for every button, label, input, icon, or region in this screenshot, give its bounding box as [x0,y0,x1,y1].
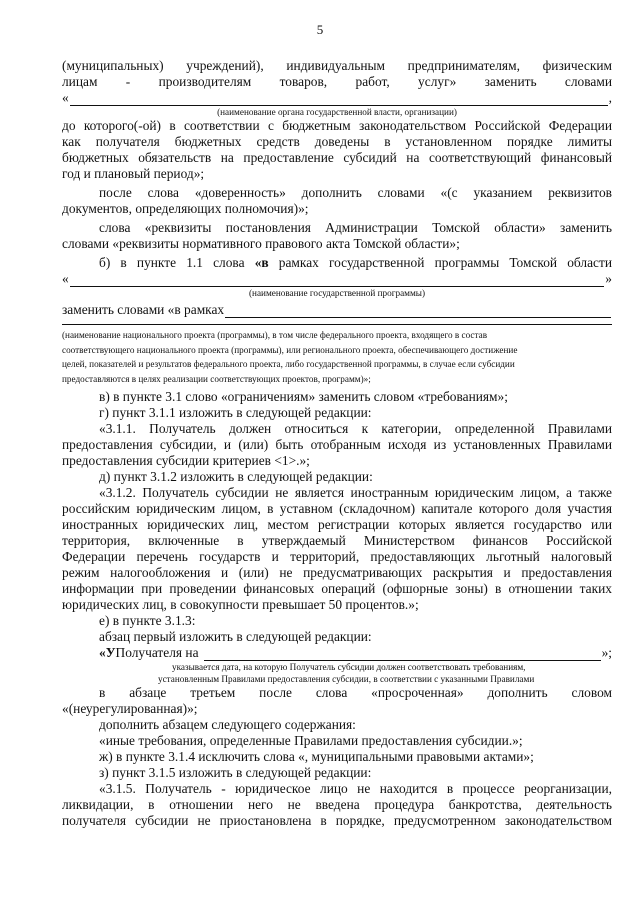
text-line: после слова «доверенность» дополнить словами «(с указанием реквизитов [99,185,612,200]
fill-in-line: « » [62,271,612,286]
text-line: слова «реквизиты постановления Администрации Томской области» заменить [99,220,612,235]
divider [62,324,612,325]
text-line: в) в пункте 3.1 слово «ограничениям» заменить словом «требованиям»; [99,389,508,404]
text-line: получателя субсидии не приостановлена в порядке, предусмотренном законодательством [62,813,612,828]
text-line: документов, определяющих полномочия)»; [62,201,309,216]
text-line: до которого(-ой) в соответствии с бюджетным законодательством Российской Федерации [62,118,612,133]
text-line: «иные требования, определенные Правилами предоставления субсидии.»; [99,733,523,748]
text-line: (муниципальных) учреждений), индивидуальным предпринимателям, физическим [62,58,612,73]
text-line: год и плановый период»; [62,166,205,181]
text-line: Федерации перечень государств и территорий, предоставляющих льготный налоговый [62,549,612,564]
blank-underline [204,649,601,661]
note-line: соответствующего национального проекта (программы), или регионального проекта, обеспечивающего достижение [62,344,518,355]
fill-in-line: заменить словами «в рамках [62,302,612,318]
text-line: лицам - производителям товаров, работ, услуг» заменить словами [62,74,612,89]
text-line: российским юридическим лицом, в уставном (складочном) капитале которого доля участия [62,501,612,516]
text-line: абзац первый изложить в следующей редакции: [99,629,372,644]
text-line: режим налогообложения и (или) не предусматривающих раскрытия и предоставления [62,565,612,580]
text-line: е) в пункте 3.1.3: [99,613,196,628]
text-line: в абзаце третьем после слова «просроченная» дополнить словом [99,685,612,700]
text-line: з) пункт 3.1.5 изложить в следующей редакции: [99,765,372,780]
caption: указывается дата, на которую Получатель субсидии должен соответствовать требованиям, [172,662,526,672]
text-line: предоставления субсидии, и (или) быть отобранным исходя из установленных Правилами [62,437,612,452]
fill-in-line: «У Получателя на »; [99,645,612,660]
text-line: «(неурегулированная)»; [62,701,198,716]
text-line: д) пункт 3.1.2 изложить в следующей редакции: [99,469,373,484]
text-line: иностранных юридических лиц, местом регистрации которых является государство или [62,517,612,532]
blank-underline [70,94,608,106]
text-line: территория, включенные в утверждаемый Министерством финансов Российской [62,533,612,548]
text-line: «3.1.5. Получатель - юридическое лицо не находится в процессе реорганизации, [99,781,612,796]
note-line: предоставляются в целях реализации соответствующих проектов, программ)»; [62,373,371,384]
blank-underline [225,306,611,318]
text-line: ж) в пункте 3.1.4 исключить слова «, муниципальными правовыми актами»; [99,749,534,764]
text-line: предоставления субсидии критериев <1>.»; [62,453,310,468]
blank-underline [70,275,605,287]
text-line: как получателя бюджетных средств доведены в установленном порядке лимиты [62,134,612,149]
text-line: бюджетных обязательств на предоставление субсидий на соответствующий финансовый [62,150,612,165]
note-line: целей, показателей и результатов федерального проекта, либо государственной программы, в случае если субсидии [62,359,515,369]
caption: (наименование государственной программы) [248,288,426,298]
text-line: г) пункт 3.1.1 изложить в следующей редакции: [99,405,372,420]
caption: (наименование органа государственной власти, организации) [217,107,457,117]
document-body [62,58,612,829]
text-line: словами «реквизиты нормативного правового акта Томской области»; [62,236,460,251]
text-line: «3.1.2. Получатель субсидии не является иностранным юридическим лицом, а также [99,485,612,500]
text-line: «3.1.1. Получатель должен относиться к категории, определенной Правилами [99,421,612,436]
caption: установленным Правилами предоставления субсидии, в соответствии с указанными Правилами [158,674,535,684]
text-line: дополнить абзацем следующего содержания: [99,717,356,732]
text-line: информации при проведении финансовых операций (офшорные зоны) в отношении таких [62,581,612,596]
fill-in-line: « , [62,90,612,105]
note-line: (наименование национального проекта (программы), в том числе федерального проекта, входящего в состав [62,330,488,340]
text-line: юридических лиц, в совокупности превышает 50 процентов.»; [62,597,419,612]
text-line: б) в пункте 1.1 слова «в рамках государственной программы Томской области [99,255,612,270]
page-number: 5 [316,22,324,37]
text-line: ликвидации, в отношении него не введена процедура банкротства, деятельность [62,797,612,812]
